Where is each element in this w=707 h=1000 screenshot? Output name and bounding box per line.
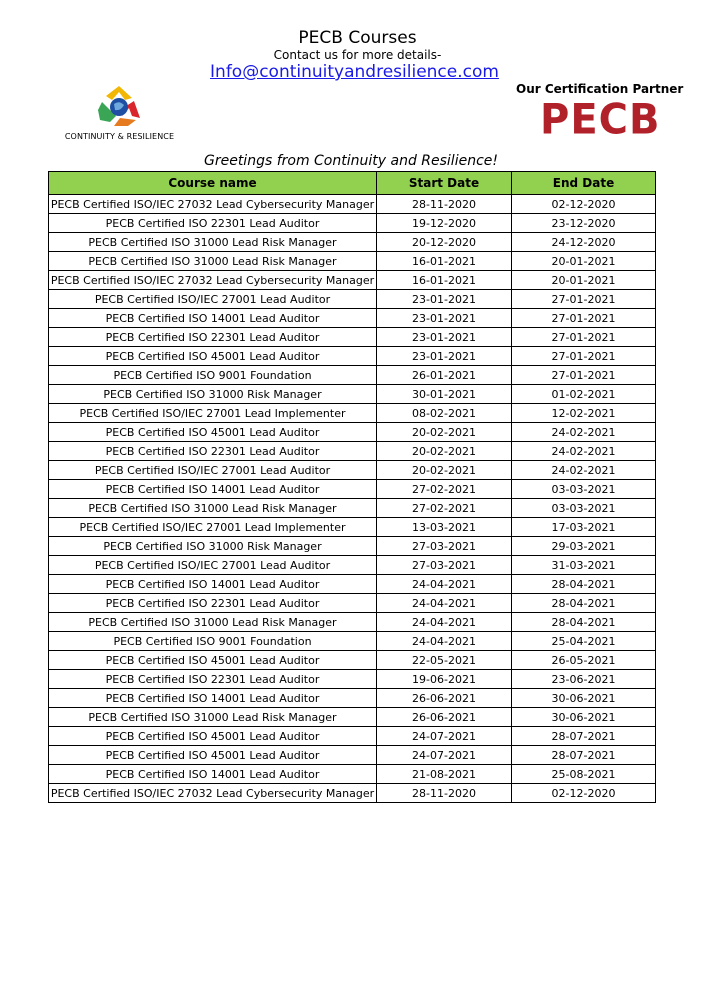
table-row [49,442,656,461]
start-date-cell: 22-05-2021 [377,651,512,670]
table-row [49,556,656,575]
course-name-cell: PECB Certified ISO 45001 Lead Auditor [49,651,377,670]
course-name-cell: PECB Certified ISO 22301 Lead Auditor [49,594,377,613]
table-row [49,708,656,727]
table-row [49,290,656,309]
table-row [49,271,656,290]
contact-text: Contact us for more details- [273,48,442,62]
end-date-cell: 29-03-2021 [512,537,656,556]
start-date-cell: 28-11-2020 [377,784,512,803]
course-name-cell: PECB Certified ISO 31000 Lead Risk Manager [49,499,377,518]
table-row [49,575,656,594]
start-date-cell: 24-04-2021 [377,613,512,632]
course-name-cell: PECB Certified ISO 31000 Risk Manager [49,385,377,404]
end-date-cell: 02-12-2020 [512,195,656,214]
start-date-cell: 20-02-2021 [377,423,512,442]
end-date-cell: 17-03-2021 [512,518,656,537]
start-date-cell: 24-07-2021 [377,727,512,746]
end-date-cell: 28-04-2021 [512,613,656,632]
course-name-cell: PECB Certified ISO 22301 Lead Auditor [49,214,377,233]
start-date-cell: 24-04-2021 [377,594,512,613]
table-row [49,727,656,746]
course-name-cell: PECB Certified ISO 45001 Lead Auditor [49,746,377,765]
start-date-cell: 16-01-2021 [377,252,512,271]
start-date-cell: 20-12-2020 [377,233,512,252]
end-date-cell: 03-03-2021 [512,499,656,518]
table-row [49,537,656,556]
table-row [49,423,656,442]
table-row [49,366,656,385]
email-link[interactable]: Info@continuityandresilience.com [210,62,499,82]
end-date-cell: 25-08-2021 [512,765,656,784]
start-date-cell: 27-02-2021 [377,480,512,499]
course-name-cell: PECB Certified ISO/IEC 27001 Lead Implementer [49,518,377,537]
start-date-cell: 30-01-2021 [377,385,512,404]
end-date-cell: 24-02-2021 [512,461,656,480]
course-name-cell: PECB Certified ISO 31000 Lead Risk Manager [49,708,377,727]
start-date-cell: 26-06-2021 [377,708,512,727]
end-date-cell: 20-01-2021 [512,252,656,271]
start-date-cell: 19-12-2020 [377,214,512,233]
course-name-cell: PECB Certified ISO 9001 Foundation [49,366,377,385]
partner-caption: Our Certification Partner [516,82,684,96]
end-date-cell: 23-06-2021 [512,670,656,689]
end-date-cell: 28-04-2021 [512,594,656,613]
course-name-cell: PECB Certified ISO 22301 Lead Auditor [49,670,377,689]
end-date-cell: 28-04-2021 [512,575,656,594]
start-date-cell: 24-04-2021 [377,632,512,651]
end-date-cell: 30-06-2021 [512,689,656,708]
end-date-cell: 27-01-2021 [512,309,656,328]
course-name-cell: PECB Certified ISO 31000 Lead Risk Manager [49,233,377,252]
start-date-cell: 23-01-2021 [377,309,512,328]
start-date-cell: 23-01-2021 [377,328,512,347]
table-row [49,518,656,537]
end-date-cell: 31-03-2021 [512,556,656,575]
start-date-cell: 23-01-2021 [377,347,512,366]
recycle-arrows-icon [92,82,146,130]
end-date-cell: 23-12-2020 [512,214,656,233]
start-date-cell: 24-04-2021 [377,575,512,594]
course-name-cell: PECB Certified ISO/IEC 27032 Lead Cybersecurity Manager [49,784,377,803]
table-row [49,328,656,347]
start-date-cell: 27-03-2021 [377,556,512,575]
course-name-cell: PECB Certified ISO/IEC 27001 Lead Auditor [49,461,377,480]
end-date-cell: 02-12-2020 [512,784,656,803]
course-name-cell: PECB Certified ISO 14001 Lead Auditor [49,765,377,784]
table-row [49,651,656,670]
course-name-cell: PECB Certified ISO/IEC 27001 Lead Auditor [49,290,377,309]
table-row [49,385,656,404]
table-row [49,480,656,499]
course-name-cell: PECB Certified ISO 14001 Lead Auditor [49,575,377,594]
course-name-cell: PECB Certified ISO 14001 Lead Auditor [49,480,377,499]
end-date-cell: 27-01-2021 [512,328,656,347]
start-date-cell: 27-02-2021 [377,499,512,518]
end-date-cell: 28-07-2021 [512,746,656,765]
course-name-cell: PECB Certified ISO/IEC 27001 Lead Implementer [49,404,377,423]
end-date-cell: 25-04-2021 [512,632,656,651]
end-date-cell: 24-02-2021 [512,442,656,461]
column-header-end: End Date [512,172,656,195]
start-date-cell: 23-01-2021 [377,290,512,309]
course-name-cell: PECB Certified ISO 45001 Lead Auditor [49,347,377,366]
table-row [49,233,656,252]
end-date-cell: 24-02-2021 [512,423,656,442]
greeting-text: Greetings from Continuity and Resilience! [203,153,498,169]
courses-table [48,171,656,803]
table-row [49,214,656,233]
table-row [49,195,656,214]
start-date-cell: 27-03-2021 [377,537,512,556]
course-name-cell: PECB Certified ISO 14001 Lead Auditor [49,689,377,708]
course-name-cell: PECB Certified ISO 31000 Lead Risk Manager [49,613,377,632]
continuity-resilience-logo [62,82,177,142]
table-row [49,784,656,803]
course-name-cell: PECB Certified ISO 22301 Lead Auditor [49,328,377,347]
pecb-logo: PECB [540,95,661,145]
table-header-row [49,172,656,195]
page-title: PECB Courses [298,28,417,48]
table-row [49,252,656,271]
start-date-cell: 13-03-2021 [377,518,512,537]
table-row [49,746,656,765]
start-date-cell: 28-11-2020 [377,195,512,214]
start-date-cell: 19-06-2021 [377,670,512,689]
course-name-cell: PECB Certified ISO/IEC 27032 Lead Cybersecurity Manager [49,195,377,214]
start-date-cell: 16-01-2021 [377,271,512,290]
start-date-cell: 20-02-2021 [377,461,512,480]
end-date-cell: 30-06-2021 [512,708,656,727]
table-row [49,670,656,689]
start-date-cell: 26-06-2021 [377,689,512,708]
start-date-cell: 24-07-2021 [377,746,512,765]
end-date-cell: 20-01-2021 [512,271,656,290]
end-date-cell: 27-01-2021 [512,290,656,309]
table-row [49,632,656,651]
end-date-cell: 27-01-2021 [512,347,656,366]
table-row [49,461,656,480]
course-name-cell: PECB Certified ISO 22301 Lead Auditor [49,442,377,461]
course-name-cell: PECB Certified ISO 31000 Risk Manager [49,537,377,556]
end-date-cell: 01-02-2021 [512,385,656,404]
course-name-cell: PECB Certified ISO/IEC 27032 Lead Cybersecurity Manager [49,271,377,290]
end-date-cell: 26-05-2021 [512,651,656,670]
start-date-cell: 20-02-2021 [377,442,512,461]
logo-text: CONTINUITY & RESILIENCE [64,132,175,141]
course-name-cell: PECB Certified ISO 9001 Foundation [49,632,377,651]
table-row [49,765,656,784]
column-header-start: Start Date [377,172,512,195]
table-row [49,594,656,613]
end-date-cell: 28-07-2021 [512,727,656,746]
course-name-cell: PECB Certified ISO/IEC 27001 Lead Auditor [49,556,377,575]
course-name-cell: PECB Certified ISO 14001 Lead Auditor [49,309,377,328]
course-name-cell: PECB Certified ISO 45001 Lead Auditor [49,727,377,746]
table-row [49,689,656,708]
end-date-cell: 27-01-2021 [512,366,656,385]
table-row [49,347,656,366]
table-row [49,613,656,632]
course-name-cell: PECB Certified ISO 31000 Lead Risk Manager [49,252,377,271]
end-date-cell: 03-03-2021 [512,480,656,499]
start-date-cell: 21-08-2021 [377,765,512,784]
table-row [49,499,656,518]
end-date-cell: 12-02-2021 [512,404,656,423]
column-header-course: Course name [49,172,377,195]
course-name-cell: PECB Certified ISO 45001 Lead Auditor [49,423,377,442]
table-row [49,309,656,328]
table-row [49,404,656,423]
start-date-cell: 08-02-2021 [377,404,512,423]
end-date-cell: 24-12-2020 [512,233,656,252]
start-date-cell: 26-01-2021 [377,366,512,385]
